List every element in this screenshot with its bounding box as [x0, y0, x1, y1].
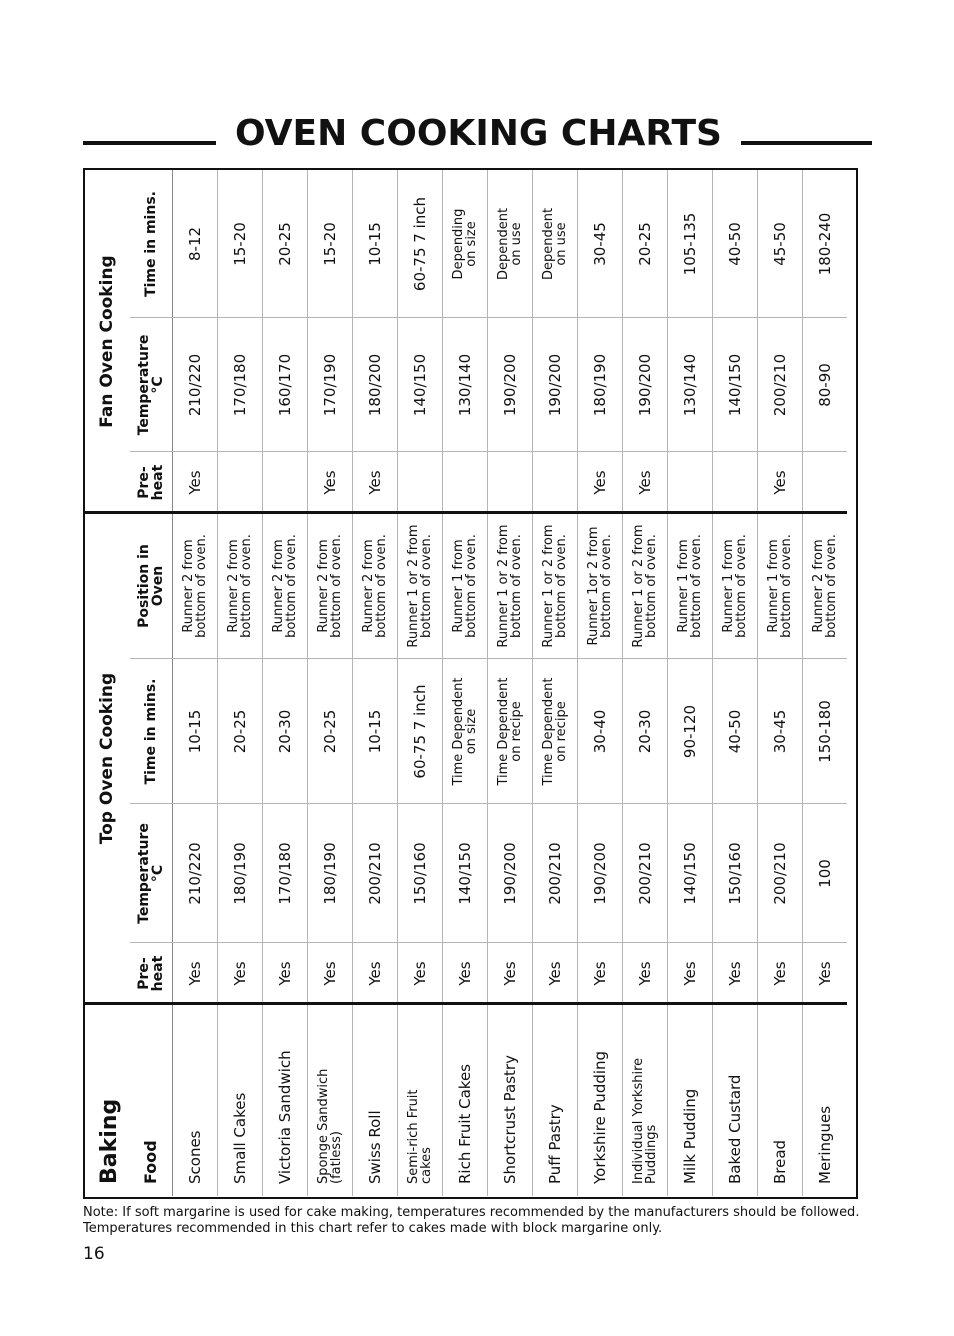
table-cell-food: Sponge Sandwich (fatless): [315, 1068, 344, 1184]
table-cell-fan-preheat: Yes: [320, 470, 339, 495]
table-cell-top-preheat: Yes: [275, 961, 294, 986]
header-divider: [172, 170, 173, 1196]
table-cell-top-temp: 170/180: [275, 842, 294, 905]
footnote: Note: If soft margarine is used for cake making, temperatures recommended by the manufacturers should be followed. Temperatures recommended in this chart refer to cakes made with block margarine only.: [83, 1205, 860, 1236]
table-cell-food: Puff Pastry: [545, 1104, 564, 1184]
row-divider: [667, 170, 668, 1196]
table-cell-top-time: 20-30: [275, 709, 294, 754]
table-cell-fan-temp: 170/190: [320, 353, 339, 417]
page-title: OVEN COOKING CHARTS: [235, 113, 722, 154]
table-cell-top-time: 90-120: [680, 704, 699, 759]
table-cell-fan-temp: 180/200: [365, 353, 384, 417]
row-divider: [352, 170, 353, 1196]
table-cell-fan-preheat: [397, 452, 442, 513]
table-cell-top-temp: 200/210: [635, 842, 654, 905]
table-cell-fan-preheat: Yes: [635, 470, 654, 495]
table-cell-top-position: Runner 2 from bottom of oven.: [315, 534, 344, 638]
table-cell-fan-time: 10-15: [365, 222, 384, 266]
table-cell-fan-temp: 190/200: [545, 353, 564, 417]
table-cell-top-preheat: Yes: [545, 961, 564, 986]
table-cell-top-time: 30-40: [590, 709, 609, 754]
table-cell-food: Shortcrust Pastry: [500, 1055, 519, 1184]
table-cell-top-time: 10-15: [365, 709, 384, 754]
row-divider: [397, 170, 398, 1196]
table-cell-fan-temp: 210/220: [185, 353, 204, 417]
column-divider: [85, 511, 847, 514]
column-header-fan-preheat: Pre- heat: [136, 464, 166, 501]
column-divider: [85, 1002, 847, 1005]
row-divider: [802, 170, 803, 1196]
table-cell-top-time: 20-25: [320, 709, 339, 754]
table-cell-fan-preheat: [217, 452, 262, 513]
table-cell-fan-temp: 80-90: [815, 363, 834, 407]
table-cell-fan-temp: 190/200: [500, 353, 519, 417]
table-cell-fan-time: 20-25: [275, 222, 294, 266]
table-cell-fan-time: 15-20: [320, 222, 339, 266]
table-cell-top-position: Runner 1 from bottom of oven.: [675, 534, 704, 638]
table-cell-fan-preheat: Yes: [590, 470, 609, 495]
table-cell-fan-time: 45-50: [770, 222, 789, 266]
table-cell-fan-temp: 130/140: [680, 353, 699, 417]
column-header-top-preheat: Pre- heat: [136, 955, 166, 992]
table-cell-top-time: 30-45: [770, 709, 789, 754]
oven-cooking-table: [83, 168, 858, 1199]
group-header-top-oven: Top Oven Cooking: [97, 672, 117, 845]
table-cell-food: Swiss Roll: [365, 1110, 384, 1184]
table-cell-top-preheat: Yes: [635, 961, 654, 986]
table-cell-fan-temp: 190/200: [635, 353, 654, 417]
table-cell-top-time: 10-15: [185, 709, 204, 754]
table-cell-top-position: Runner 1 from bottom of oven.: [720, 534, 749, 638]
table-cell-top-time: 20-30: [635, 709, 654, 754]
table-cell-top-position: Runner 1 or 2 from bottom of oven.: [540, 524, 569, 648]
row-divider: [487, 170, 488, 1196]
table-cell-food: Bread: [770, 1139, 789, 1184]
table-cell-fan-preheat: [667, 452, 712, 513]
table-cell-fan-temp: 130/140: [455, 353, 474, 417]
column-header-food: Food: [141, 1140, 160, 1184]
table-cell-top-preheat: Yes: [185, 961, 204, 986]
table-cell-fan-preheat: Yes: [365, 470, 384, 495]
table-cell-fan-preheat: [532, 452, 577, 513]
table-cell-fan-time: Depending on size: [450, 208, 479, 280]
table-cell-top-preheat: Yes: [500, 961, 519, 986]
table-cell-fan-preheat: [802, 452, 847, 513]
table-cell-fan-time: Dependent on use: [540, 207, 569, 281]
table-cell-top-temp: 190/200: [590, 842, 609, 905]
row-divider: [442, 170, 443, 1196]
table-cell-top-temp: 200/210: [545, 842, 564, 905]
table-cell-top-temp: 140/150: [680, 842, 699, 905]
table-cell-top-preheat: Yes: [725, 961, 744, 986]
column-header-fan-temp: Temperature °C: [136, 334, 166, 436]
table-cell-top-preheat: Yes: [230, 961, 249, 986]
table-cell-top-preheat: Yes: [410, 961, 429, 986]
table-cell-top-preheat: Yes: [815, 961, 834, 986]
table-cell-top-time: Time Dependent on size: [450, 677, 479, 786]
row-divider: [712, 170, 713, 1196]
column-divider: [130, 942, 847, 943]
column-header-top-temp: Temperature °C: [136, 823, 166, 924]
table-cell-food: Meringues: [815, 1105, 834, 1184]
section-title-baking: Baking: [97, 1098, 122, 1184]
table-cell-food: Yorkshire Pudding: [590, 1050, 609, 1184]
table-cell-fan-time: 180-240: [815, 212, 834, 276]
table-cell-top-position: Runner 1 from bottom of oven.: [450, 534, 479, 638]
table-cell-food: Rich Fruit Cakes: [455, 1064, 474, 1184]
table-cell-top-position: Runner 2 from bottom of oven.: [360, 534, 389, 638]
table-cell-top-position: Runner 2 from bottom of oven.: [270, 534, 299, 638]
table-cell-fan-temp: 170/180: [230, 353, 249, 417]
table-cell-food: Small Cakes: [230, 1092, 249, 1184]
table-cell-top-temp: 200/210: [365, 842, 384, 905]
table-cell-food: Victoria Sandwich: [275, 1050, 294, 1184]
table-cell-fan-temp: 160/170: [275, 353, 294, 417]
table-cell-fan-time: 15-20: [230, 222, 249, 266]
row-divider: [307, 170, 308, 1196]
table-cell-food: Individual Yorkshire Puddings: [630, 1057, 659, 1184]
table-cell-top-time: 150-180: [815, 700, 834, 763]
page-number: 16: [83, 1244, 105, 1264]
rotated-table: [85, 170, 855, 1196]
table-cell-fan-preheat: Yes: [185, 470, 204, 495]
table-cell-top-temp: 150/160: [725, 842, 744, 905]
table-cell-top-position: Runner 1 or 2 from bottom of oven.: [495, 524, 524, 648]
table-cell-top-position: Runner 2 from bottom of oven.: [180, 534, 209, 638]
table-cell-top-preheat: Yes: [455, 961, 474, 986]
table-cell-top-temp: 190/200: [500, 842, 519, 905]
table-cell-fan-time: 40-50: [725, 222, 744, 266]
column-divider: [130, 317, 847, 318]
row-divider: [757, 170, 758, 1196]
column-header-fan-time: Time in mins.: [143, 191, 159, 297]
row-divider: [577, 170, 578, 1196]
table-cell-top-temp: 150/160: [410, 842, 429, 905]
table-cell-food: Baked Custard: [725, 1074, 744, 1184]
table-cell-top-time: 60-75 7 inch: [410, 684, 429, 779]
table-cell-food: Milk Pudding: [680, 1088, 699, 1184]
table-cell-food: Scones: [185, 1130, 204, 1184]
column-divider: [130, 451, 847, 452]
table-cell-top-position: Runner 2 from bottom of oven.: [225, 534, 254, 638]
table-cell-top-position: Runner 1 or 2 from bottom of oven.: [630, 524, 659, 648]
table-cell-top-time: Time Dependent on recipe: [540, 677, 569, 786]
table-cell-top-position: Runner 2 from bottom of oven.: [810, 534, 839, 638]
table-cell-fan-preheat: Yes: [770, 470, 789, 495]
row-divider: [262, 170, 263, 1196]
table-cell-fan-time: 105-135: [680, 212, 699, 276]
table-cell-top-time: 20-25: [230, 709, 249, 754]
table-cell-top-position: Runner 1or 2 from bottom of oven.: [585, 526, 614, 646]
title-rule-right: [741, 141, 872, 145]
row-divider: [532, 170, 533, 1196]
column-header-top-time: Time in mins.: [143, 678, 159, 785]
table-cell-top-preheat: Yes: [365, 961, 384, 986]
column-header-top-position: Position in Oven: [136, 544, 166, 628]
table-cell-top-temp: 180/190: [230, 842, 249, 905]
row-divider: [217, 170, 218, 1196]
table-cell-fan-preheat: [487, 452, 532, 513]
row-divider: [622, 170, 623, 1196]
table-cell-top-temp: 100: [815, 859, 834, 888]
table-cell-fan-time: 30-45: [590, 222, 609, 266]
table-cell-top-time: Time Dependent on recipe: [495, 677, 524, 786]
table-cell-fan-preheat: [712, 452, 757, 513]
group-header-fan-oven: Fan Oven Cooking: [97, 255, 117, 428]
table-cell-fan-time: 20-25: [635, 222, 654, 266]
table-cell-fan-time: 60-75 7 inch: [410, 196, 429, 292]
table-cell-fan-temp: 200/210: [770, 353, 789, 417]
table-cell-fan-temp: 180/190: [590, 353, 609, 417]
column-divider: [130, 658, 847, 659]
table-cell-fan-temp: 140/150: [725, 353, 744, 417]
table-cell-top-preheat: Yes: [320, 961, 339, 986]
table-cell-top-preheat: Yes: [680, 961, 699, 986]
table-cell-fan-preheat: [262, 452, 307, 513]
table-cell-top-position: Runner 1 from bottom of oven.: [765, 534, 794, 638]
table-cell-fan-time: 8-12: [185, 226, 204, 262]
table-cell-top-preheat: Yes: [770, 961, 789, 986]
table-cell-food: Semi-rich Fruit cakes: [405, 1089, 434, 1184]
column-divider: [130, 803, 847, 804]
table-cell-top-preheat: Yes: [590, 961, 609, 986]
title-rule-left: [83, 141, 216, 145]
table-cell-fan-temp: 140/150: [410, 353, 429, 417]
table-cell-top-temp: 180/190: [320, 842, 339, 905]
table-cell-top-temp: 210/220: [185, 842, 204, 905]
table-cell-top-temp: 200/210: [770, 842, 789, 905]
table-cell-top-temp: 140/150: [455, 842, 474, 905]
table-cell-top-time: 40-50: [725, 709, 744, 754]
table-cell-fan-preheat: [442, 452, 487, 513]
table-cell-top-position: Runner 1 or 2 from bottom of oven.: [405, 524, 434, 648]
table-cell-fan-time: Dependent on use: [495, 207, 524, 281]
